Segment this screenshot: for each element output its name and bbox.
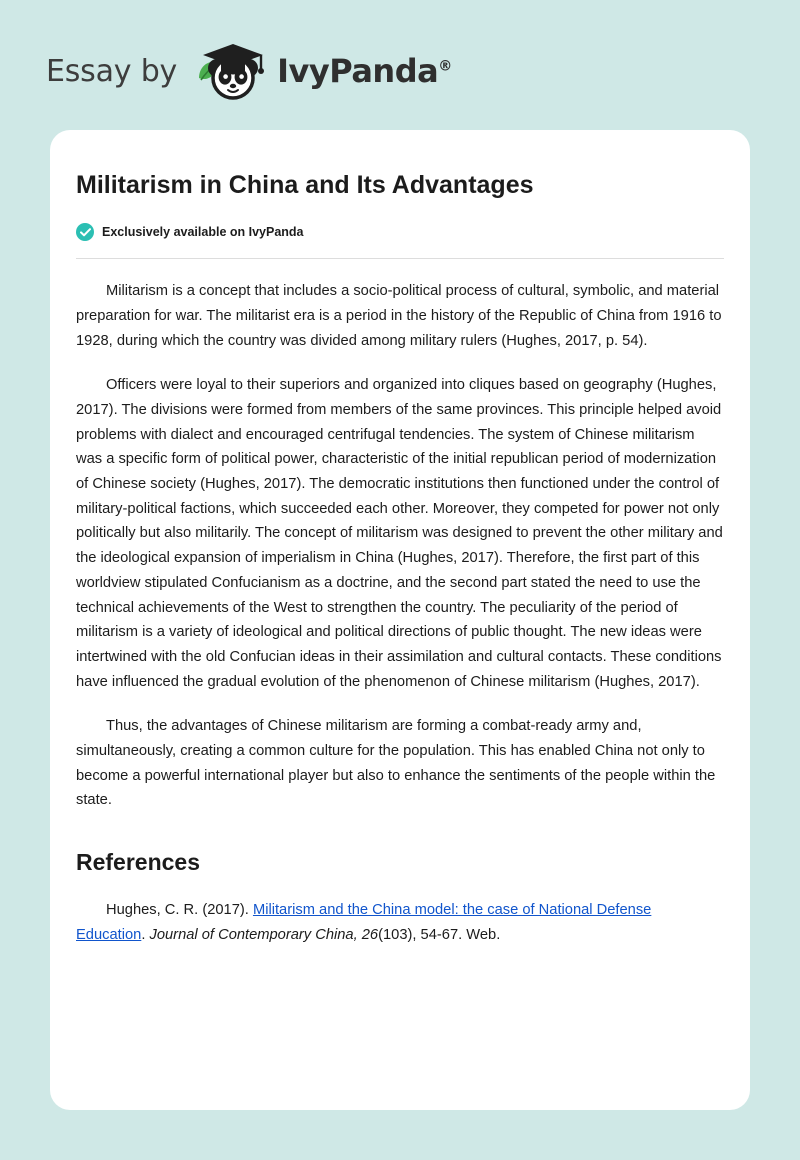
essay-by-label: Essay by <box>46 53 178 89</box>
status-badge: Exclusively available on IvyPanda <box>102 225 304 240</box>
exclusive-badge <box>76 223 724 241</box>
page-title: Militarism in China and Its Advantages <box>76 171 534 199</box>
brand-name-text: IvyPanda <box>277 52 439 90</box>
ivypanda-logo[interactable] <box>187 38 452 104</box>
reference-author-year: Hughes, C. R. (2017). <box>106 902 253 918</box>
paragraph: Militarism is a concept that includes a socio-political process of cultural, symbolic, and material preparation for war. The militarist era is a period in the history of the Republic of China from 1916 to 1928, during which the country was divided among military rulers (Hughes, 2017, p. 54). <box>76 283 722 349</box>
panda-graduate-icon <box>187 38 273 104</box>
reference-link[interactable]: Militarism and the China model: the case of National Defense Education <box>76 902 652 943</box>
check-circle-icon <box>76 223 94 241</box>
reference-period: . <box>141 926 150 943</box>
reference-entry <box>76 898 724 947</box>
registered-mark: ® <box>438 58 452 75</box>
references-heading: References <box>76 849 201 875</box>
essay-body <box>76 279 724 813</box>
title-divider <box>76 258 724 259</box>
brand-name <box>277 52 452 90</box>
essay-card <box>50 130 750 1110</box>
paragraph: Officers were loyal to their superiors and organized into cliques based on geography (Hughes, 2017). The divisions were formed from members of the same provinces. This principle helped avoid problems with dialect and encouraged centrifugal tendencies. The system of Chinese militarism was a specific form of political power, characteristic of the initial republican period of modernization of Chinese society (Hughes, 2017). The democratic institutions then functioned under the control of military-political factions, which succeeded each other. Moreover, they competed for power not only politically but also militarily. The concept of militarism was designed to prevent the other military and the ideological expansion of imperialism in China (Hughes, 2017). Therefore, the first part of this worldview stipulated Confucianism as a doctrine, and the second part stated the need to use the technical achievements of the West to strengthen the country. The peculiarity of the period of militarism is a variety of ideological and political directions of public thought. The new ideas were intertwined with the old Confucian ideas in their assimilation and cultural contacts. These conditions have influenced the gradual evolution of the phenomenon of Chinese militarism (Hughes, 2017). <box>76 377 723 690</box>
reference-journal: Journal of Contemporary China, 26 <box>149 926 379 943</box>
brand-header <box>0 0 800 104</box>
paragraph: Thus, the advantages of Chinese militarism are forming a combat-ready army and, simultaneously, creating a common culture for the population. This has enabled China not only to become a powerful international player but also to enhance the sentiments of the people within the state. <box>76 718 716 809</box>
reference-rest: (103), 54-67. Web. <box>378 926 501 943</box>
